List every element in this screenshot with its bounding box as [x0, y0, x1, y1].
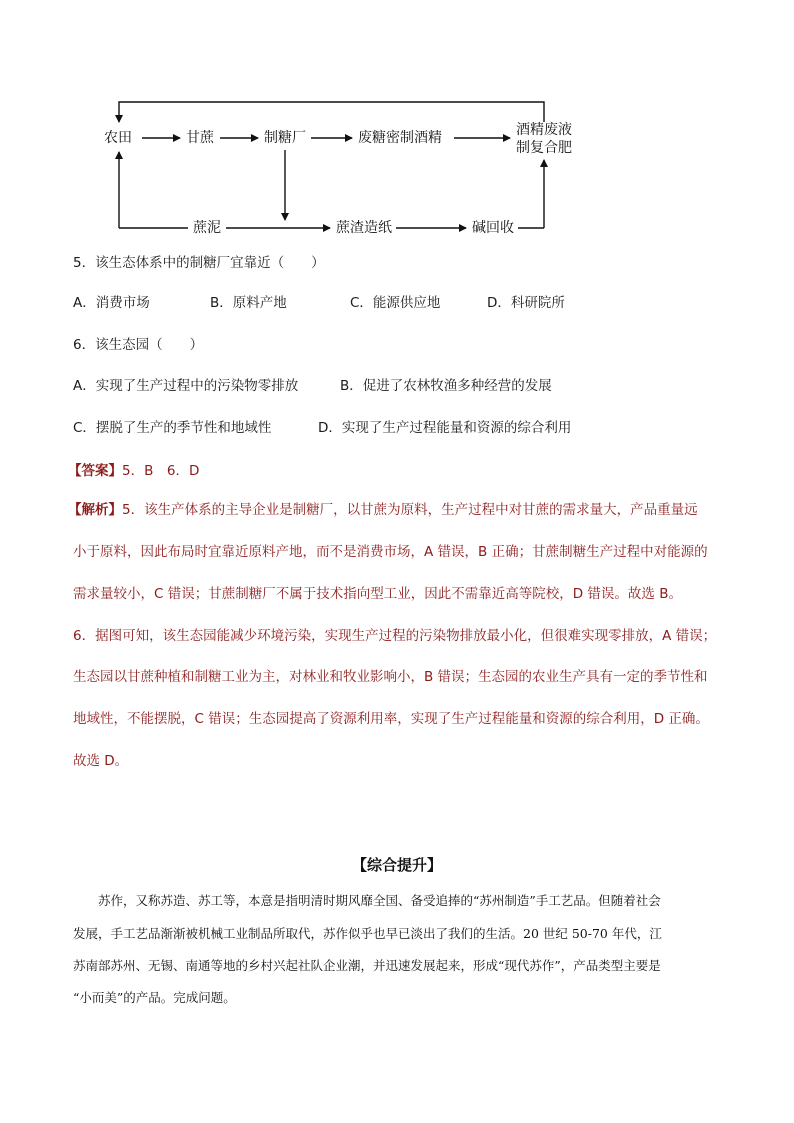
analysis-line-3: 需求量较小，C 错误；甘蔗制糖厂不属于技术指向型工业，因此不需靠近高等院校，D 错误。故选 B。 [73, 586, 682, 602]
node-farmland: 农田 [104, 130, 132, 146]
analysis-line-5: 生态园以甘蔗种植和制糖工业为主，对林业和牧业影响小，B 错误；生态园的农业生产具有一定的季节性和 [73, 669, 708, 685]
node-sugar-factory: 制糖厂 [264, 130, 306, 146]
node-molasses-alcohol: 废糖密制酒精 [358, 130, 442, 146]
node-alcohol-waste-line2: 制复合肥 [516, 140, 572, 156]
answer-tag: 【答案】 [68, 463, 122, 479]
q5-option-c: C．能源供应地 [350, 295, 441, 311]
paragraph-line-1: 苏作，又称苏造、苏工等，本意是指明清时期风靡全国、备受追捧的“苏州制造”手工艺品。但随着社会 [98, 893, 661, 908]
analysis-tag: 【解析】 [68, 502, 122, 518]
analysis-line-1: 【解析】5．该生产体系的主导企业是制糖厂，以甘蔗为原料，生产过程中对甘蔗的需求量大，产品重量远 [68, 502, 698, 518]
loop-arrow-top [119, 102, 544, 122]
flow-diagram [0, 0, 794, 250]
node-alkali-recovery: 碱回收 [472, 220, 514, 236]
node-filter-mud: 蔗泥 [193, 220, 221, 236]
node-bagasse-paper: 蔗渣造纸 [336, 220, 392, 236]
section-title: 【综合提升】 [351, 856, 442, 874]
analysis-line-4: 6．据图可知，该生态园能减少环境污染，实现生产过程的污染物排放最小化，但很难实现零排放，A 错误； [73, 628, 717, 644]
node-sugarcane: 甘蔗 [186, 130, 214, 146]
q6-option-b: B．促进了农林牧渔多种经营的发展 [340, 378, 552, 394]
node-alcohol-waste-line1: 酒精废液 [516, 122, 572, 138]
answer-block [68, 462, 199, 480]
analysis-line-7: 故选 D。 [73, 753, 129, 769]
answer-text: 5．B 6．D [122, 463, 200, 479]
q5-option-d: D．科研院所 [487, 295, 565, 311]
paragraph-line-3: 苏南部苏州、无锡、南通等地的乡村兴起社队企业潮，并迅速发展起来，形成“现代苏作”，产品类型主要是 [73, 958, 661, 973]
flow-diagram-arrows [0, 0, 794, 250]
q6-option-c: C．摆脱了生产的季节性和地域性 [73, 420, 272, 436]
analysis-line-2: 小于原料，因此布局时宜靠近原料产地，而不是消费市场，A 错误，B 正确；甘蔗制糖生产过程中对能源的 [73, 544, 708, 560]
q6-option-d: D．实现了生产过程能量和资源的综合利用 [318, 420, 572, 436]
paragraph-line-4: “小而美”的产品。完成问题。 [73, 990, 236, 1005]
q5-option-a: A．消费市场 [73, 295, 150, 311]
q5-stem: 5．该生态体系中的制糖厂宜靠近（ ） [73, 255, 325, 271]
q6-stem: 6．该生态园（ ） [73, 337, 204, 353]
analysis-line-6: 地域性，不能摆脱，C 错误；生态园提高了资源利用率，实现了生产过程能量和资源的综合利用，D 正确。 [73, 711, 709, 727]
q5-option-b: B．原料产地 [210, 295, 287, 311]
paragraph-line-2: 发展，手工艺品渐渐被机械工业制品所取代，苏作似乎也早已淡出了我们的生活。20 世纪 50-70 年代，江 [73, 926, 662, 941]
q6-option-a: A．实现了生产过程中的污染物零排放 [73, 378, 299, 394]
